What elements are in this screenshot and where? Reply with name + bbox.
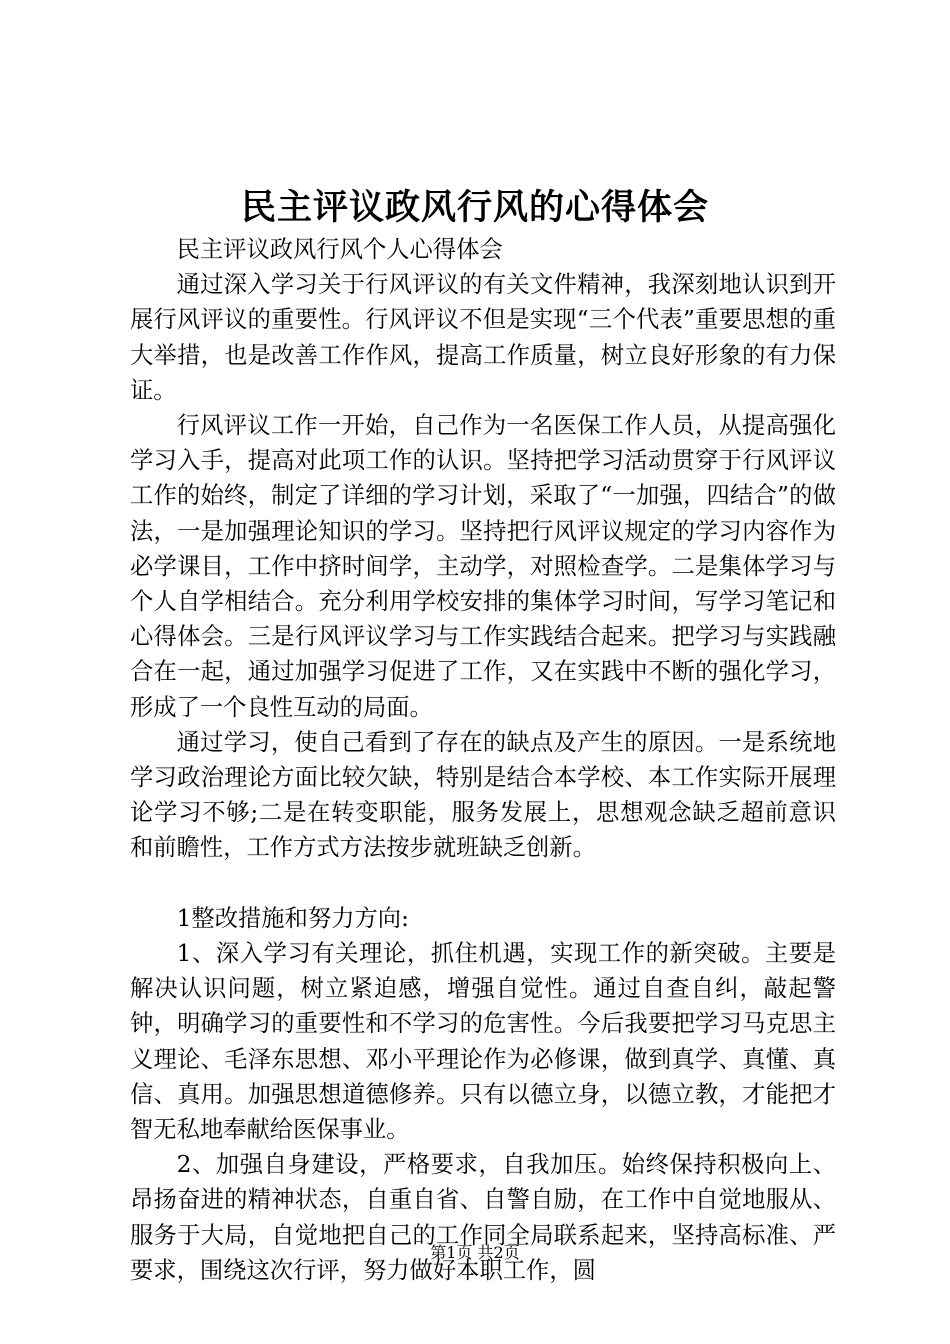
section-heading: 1整改措施和努力方向:	[176, 904, 409, 932]
subtitle-paragraph: 民主评议政风行风个人心得体会	[176, 236, 503, 263]
body-paragraph: 通过学习，使自己看到了存在的缺点及产生的原因。一是系统地学习政治理论方面比较欠缺，特别是结合本学校、本工作实际开展理论学习不够;二是在转变职能，服务发展上，思想观念缺乏超前意识和前瞻性，工作方式方法按步就班缺乏创新。	[130, 728, 836, 862]
body-paragraph: 行风评议工作一开始，自己作为一名医保工作人员，从提高强化学习入手，提高对此项工作的认识。坚持把学习活动贯穿于行风评议工作的始终，制定了详细的学习计划，采取了“一加强，四结合”的做法，一是加强理论知识的学习。坚持把行风评议规定的学习内容作为必学课目，工作中挤时间学，主动学，对照检查学。二是集体学习与个人自学相结合。充分利用学校安排的集体学习时间，写学习笔记和心得体会。三是行风评议学习与工作实践结合起来。把学习与实践融合在一起，通过加强学习促进了工作，又在实践中不断的强化学习，形成了一个良性互动的局面。	[130, 412, 836, 721]
body-paragraph: 2、加强自身建设，严格要求，自我加压。始终保持积极向上、昂扬奋进的精神状态，自重自省、自警自励，在工作中自觉地服从、服务于大局，自觉地把自己的工作同全局联系起来，坚持高标准、严要求，围绕这次行评，努力做好本职工作，圆	[130, 1151, 836, 1284]
document-body	[130, 232, 836, 1288]
body-paragraph: 通过深入学习关于行风评议的有关文件精神，我深刻地认识到开展行风评议的重要性。行风评议不但是实现“三个代表”重要思想的重大举措，也是改善工作作风，提高工作质量，树立良好形象的有力保证。	[130, 271, 836, 404]
page-indicator: 第1页 共2页	[430, 1243, 520, 1262]
body-paragraph: 1、深入学习有关理论，抓住机遇，实现工作的新突破。主要是解决认识问题，树立紧迫感，增强自觉性。通过自查自纠，敲起警钟，明确学习的重要性和不学习的危害性。今后我要把学习马克思主义理论、毛泽东思想、邓小平理论作为必修课，做到真学、真懂、真信、真用。加强思想道德修养。只有以德立身，以德立教，才能把才智无私地奉献给医保事业。	[130, 940, 836, 1144]
document-title: 民主评议政风行风的心得体会	[240, 187, 709, 228]
page-footer	[0, 1241, 950, 1265]
